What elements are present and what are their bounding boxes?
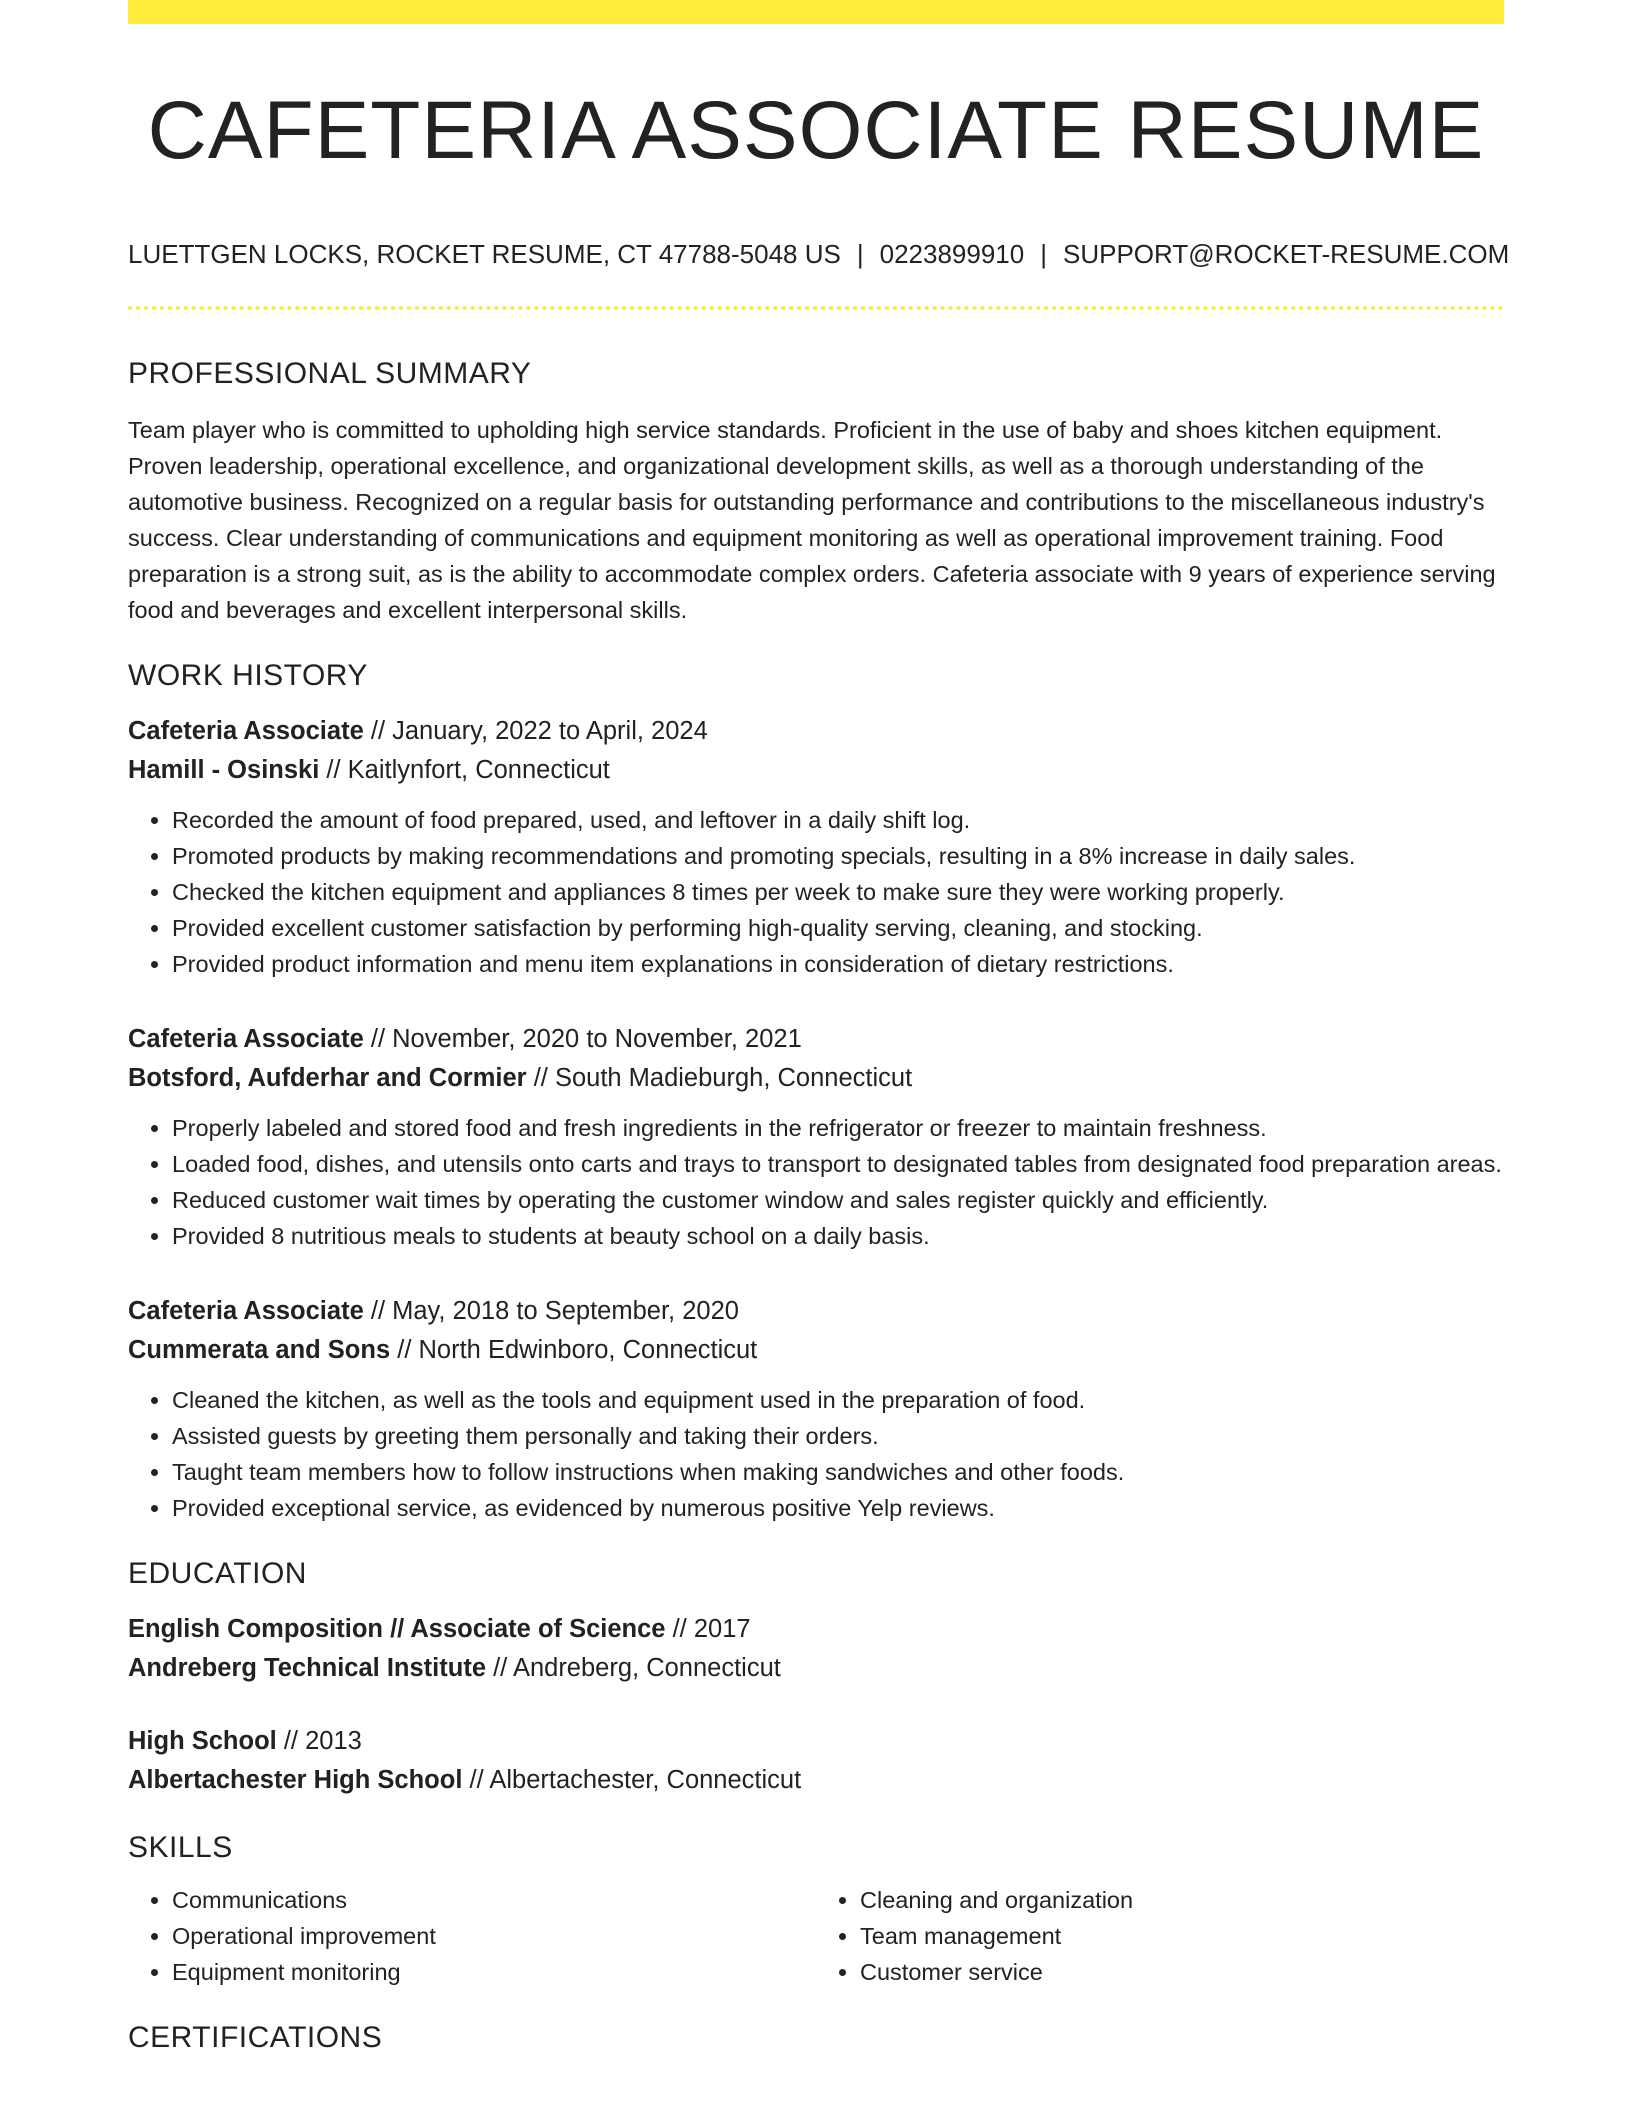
job-entry (128, 712, 1504, 982)
job-bullet: • Provided 8 nutritious meals to students at beauty school on a daily basis. (172, 1218, 1504, 1254)
job-location: // Kaitlynfort, Connecticut (326, 756, 610, 784)
skill-item: • Equipment monitoring (172, 1954, 816, 1990)
section-heading-certifications: CERTIFICATIONS (128, 2021, 383, 2054)
job-entry (128, 1292, 1504, 1526)
contact-address: LUETTGEN LOCKS, ROCKET RESUME, CT 47788-5048 US (128, 239, 841, 269)
education-location: // Andreberg, Connecticut (493, 1654, 781, 1682)
skills-section (128, 1828, 1504, 1990)
education-year: // 2013 (283, 1727, 362, 1755)
job-bullets (128, 1382, 1504, 1526)
job-bullet: • Assisted guests by greeting them personally and taking their orders. (172, 1418, 1504, 1454)
skills-columns (128, 1882, 1504, 1990)
header-divider (128, 306, 1504, 310)
job-bullet: • Checked the kitchen equipment and appliances 8 times per week to make sure they were working properly. (172, 874, 1504, 910)
section-heading-summary: PROFESSIONAL SUMMARY (128, 357, 532, 390)
job-bullet: • Provided product information and menu item explanations in consideration of dietary restrictions. (172, 946, 1504, 982)
job-bullet: • Cleaned the kitchen, as well as the tools and equipment used in the preparation of food. (172, 1382, 1504, 1418)
job-company: Cummerata and Sons (128, 1336, 391, 1364)
section-heading-skills: SKILLS (128, 1831, 233, 1864)
contact-phone: 0223899910 (879, 239, 1025, 269)
education-location: // Albertachester, Connecticut (469, 1766, 802, 1794)
job-bullet: • Recorded the amount of food prepared, used, and leftover in a daily shift log. (172, 802, 1504, 838)
section-heading-education: EDUCATION (128, 1557, 307, 1590)
job-bullet: • Properly labeled and stored food and fresh ingredients in the refrigerator or freezer to maintain freshness. (172, 1110, 1504, 1146)
job-title-line (128, 712, 1504, 751)
job-title: Cafeteria Associate (128, 1297, 364, 1325)
job-bullet: • Provided excellent customer satisfaction by performing high-quality serving, cleaning, and stocking. (172, 910, 1504, 946)
job-location: // North Edwinboro, Connecticut (397, 1336, 758, 1364)
education-school-line (128, 1761, 1504, 1800)
job-bullet: • Promoted products by making recommendations and promoting specials, resulting in a 8% increase in daily sales. (172, 838, 1504, 874)
job-title-line (128, 1020, 1504, 1059)
contact-separator: | (1040, 239, 1047, 269)
education-year: // 2017 (672, 1615, 751, 1643)
contact-email: SUPPORT@ROCKET-RESUME.COM (1062, 239, 1510, 269)
job-entry (128, 1020, 1504, 1254)
job-company-line (128, 1059, 1504, 1098)
section-heading-work-history: WORK HISTORY (128, 659, 368, 692)
job-location: // South Madieburgh, Connecticut (533, 1064, 913, 1092)
education-degree-line (128, 1610, 1504, 1649)
education-school-line (128, 1649, 1504, 1688)
job-title-line (128, 1292, 1504, 1331)
job-dates: // November, 2020 to November, 2021 (370, 1025, 802, 1053)
education-degree-line (128, 1722, 1504, 1761)
job-title: Cafeteria Associate (128, 1025, 364, 1053)
summary-text: Team player who is committed to upholding high service standards. Proficient in the use of baby and shoes kitchen equipment. Proven leadership, operational excellence, and organizational development skills, as well as a thorough understanding of the automotive business. Recognized on a regular basis for outstanding performance and contributions to the miscellaneous industry's success. Clear understanding of communications and equipment monitoring as well as operational improvement training. Food preparation is a strong suit, as is the ability to accommodate complex orders. Cafeteria associate with 9 years of experience serving food and beverages and excellent interpersonal skills. (128, 417, 1496, 623)
work-history-section (128, 656, 1504, 1526)
skill-item: • Operational improvement (172, 1918, 816, 1954)
job-title: Cafeteria Associate (128, 717, 364, 745)
job-bullet: • Loaded food, dishes, and utensils onto carts and trays to transport to designated tables from designated food preparation areas. (172, 1146, 1504, 1182)
job-company-line (128, 751, 1504, 790)
skill-item: • Communications (172, 1882, 816, 1918)
top-accent-bar (128, 0, 1504, 24)
job-bullet: • Reduced customer wait times by operating the customer window and sales register quickly and efficiently. (172, 1182, 1504, 1218)
job-company: Botsford, Aufderhar and Cormier (128, 1064, 527, 1092)
education-degree: High School (128, 1727, 277, 1755)
skills-list-right (816, 1882, 1504, 1990)
job-company-line (128, 1331, 1504, 1370)
skill-item: • Cleaning and organization (860, 1882, 1504, 1918)
job-bullet: • Provided exceptional service, as evidenced by numerous positive Yelp reviews. (172, 1490, 1504, 1526)
education-degree: English Composition // Associate of Science (128, 1615, 666, 1643)
education-section (128, 1554, 1504, 1800)
summary-section (128, 354, 1504, 628)
skill-item: • Team management (860, 1918, 1504, 1954)
skills-list-left (128, 1882, 816, 1990)
contact-separator: | (856, 239, 864, 269)
job-bullets (128, 1110, 1504, 1254)
skill-item: • Customer service (860, 1954, 1504, 1990)
resume-content (128, 354, 1504, 2058)
job-bullets (128, 802, 1504, 982)
job-bullet: • Taught team members how to follow instructions when making sandwiches and other foods. (172, 1454, 1504, 1490)
education-entry (128, 1610, 1504, 1688)
education-school: Andreberg Technical Institute (128, 1654, 486, 1682)
certifications-section (128, 2018, 1504, 2058)
education-entry (128, 1722, 1504, 1800)
contact-line (128, 236, 1510, 272)
job-dates: // May, 2018 to September, 2020 (370, 1297, 739, 1325)
page-title: CAFETERIA ASSOCIATE RESUME (147, 85, 1485, 176)
job-company: Hamill - Osinski (128, 756, 320, 784)
job-dates: // January, 2022 to April, 2024 (370, 717, 708, 745)
education-school: Albertachester High School (128, 1766, 463, 1794)
